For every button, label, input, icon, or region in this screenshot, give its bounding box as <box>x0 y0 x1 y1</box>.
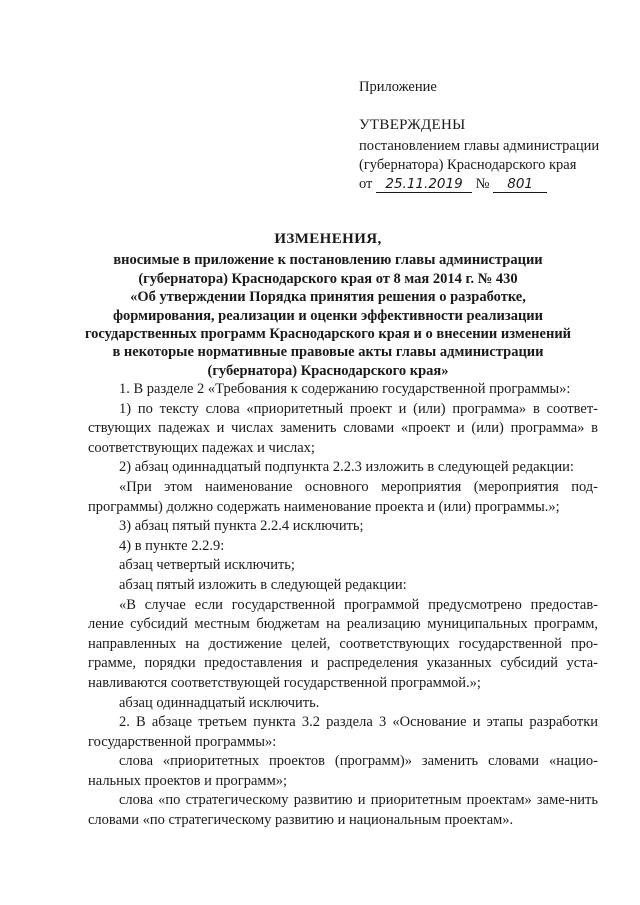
date-number-line <box>359 175 609 194</box>
paragraph: абзац пятый изложить в следующей редакции: <box>119 576 407 593</box>
handwritten-number: 801 <box>493 177 547 193</box>
paragraph: «При этом наименование основного мероприятия (мероприятия под-программы) должно содержать наименование проекта и (или) программы.»; <box>88 478 598 515</box>
paragraph: 2. В абзаце третьем пункта 3.2 раздела 3 «Основание и этапы разработки государственной программы»: <box>88 714 598 750</box>
title-line: (губернатора) Краснодарского края» <box>207 362 449 379</box>
number-label: № <box>475 176 490 192</box>
paragraph: 2) абзац одиннадцатый подпункта 2.2.3 изложить в следующей редакции: <box>119 459 574 476</box>
paragraph: 1. В разделе 2 «Требования к содержанию государственной программы»: <box>119 381 571 397</box>
document-title <box>60 230 596 380</box>
approval-line-1: постановлением главы администрации <box>359 138 600 154</box>
title-line: формирования, реализации и оценки эффективности реализации <box>112 307 544 324</box>
title-line: «Об утверждении Порядка принятия решения о разработке, <box>130 289 526 306</box>
appendix-label: Приложение <box>359 79 437 95</box>
paragraph: слова «приоритетных проектов (программ)» заменить словами «нацио-нальных проектов и программ»; <box>88 753 598 789</box>
approved-heading: УТВЕРЖДЕНЫ <box>359 117 466 133</box>
from-label: от <box>359 176 373 192</box>
title-line: (губернатора) Краснодарского края от 8 мая 2014 г. № 430 <box>138 270 518 287</box>
title-line: вносимые в приложение к постановлению главы администрации <box>113 252 543 269</box>
paragraph: абзац одиннадцатый исключить. <box>119 694 320 711</box>
title-line: в некоторые нормативные правовые акты главы администрации <box>112 344 544 361</box>
paragraph: абзац четвертый исключить; <box>119 557 295 574</box>
approval-line-2: (губернатора) Краснодарского края <box>359 157 577 173</box>
paragraph: 3) абзац пятый пункта 2.2.4 исключить; <box>119 518 364 535</box>
paragraph: 4) в пункте 2.2.9: <box>119 537 225 554</box>
paragraph: слова «по стратегическому развитию и приоритетным проектам» заме-нить словами «по стратегическому развитию и национальным проектам». <box>88 792 598 829</box>
handwritten-date: 25.11.2019 <box>376 177 472 193</box>
document-body <box>88 380 598 831</box>
approval-stamp <box>359 78 609 194</box>
paragraph: 1) по тексту слова «приоритетный проект и (или) программа» в соответ-ствующих падежах и числах заменить словами «проект и (или) программа» в соответствующих падежах и числах; <box>88 400 598 456</box>
paragraph: «В случае если государственной программой предусмотрено предостав-ление субсидий местным бюджетам на реализацию муниципальных программ, направленных на достижение целей, соответствующих государственной про-грамме, порядки предоставления и распределения указанных субсидий уста-навливаются соответствующей государственной программой.»; <box>88 596 598 691</box>
title-heading: ИЗМЕНЕНИЯ, <box>274 231 382 247</box>
title-line: государственных программ Краснодарского края и о внесении изменений <box>84 326 572 343</box>
